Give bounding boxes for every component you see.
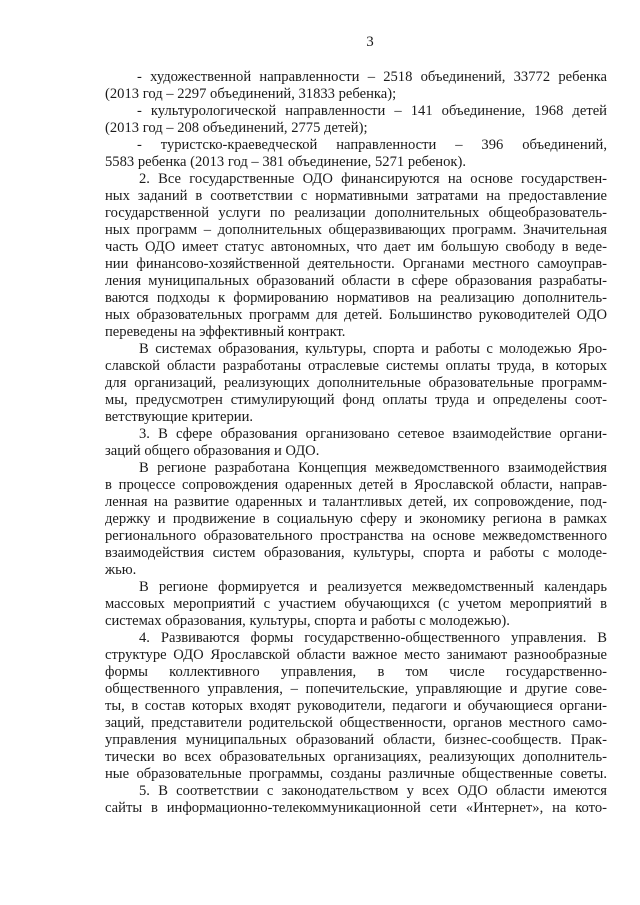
text-line: ных образовательных программ для детей. Большинство руководителей ОДО [105, 307, 607, 323]
text-line: - художественной направленности – 2518 объединений, 33772 ребенка [137, 69, 607, 85]
text-line: мы, предусмотрен стимулирующий фонд оплаты труда и определены соот- [105, 392, 607, 408]
text-line: для организаций, реализующих дополнительные образовательные программ- [105, 375, 607, 391]
text-line: - культурологической направленности – 141 объединение, 1968 детей [137, 103, 607, 119]
text-line: структуре ОДО Ярославской области важное место занимают разнообразные [105, 647, 607, 663]
text-line: ных программ – дополнительных общеразвивающих программ. Значительная [105, 222, 607, 238]
text-line: заций, представители родительской общественности, органов местного само- [105, 715, 607, 731]
text-line: ваются подходы к формированию нормативов на реализацию дополнитель- [105, 290, 607, 306]
text-line: славской области разработаны отраслевые системы оплаты труда, в которых [105, 358, 607, 374]
document-body [105, 69, 607, 817]
text-line: 3. В сфере образования организовано сетевое взаимодействие органи- [139, 426, 607, 442]
text-line: регионального образовательного пространства на основе межведомственного [105, 528, 607, 544]
text-line: держку и продвижение в социальную сферу и экономику региона в рамках [105, 511, 607, 527]
text-line: 5. В соответствии с законодательством у всех ОДО области имеются [139, 783, 607, 799]
text-line: ветствующие критерии. [105, 409, 254, 425]
text-line: формы коллективного управления, в том числе государственно- [105, 664, 607, 680]
text-line: общественного управления, – попечительские, управляющие и другие сове- [105, 681, 607, 697]
text-line: В регионе формируется и реализуется межведомственный календарь [139, 579, 607, 595]
text-line: ления муниципальных образований области в сфере образования разрабаты- [105, 273, 607, 289]
text-line: В регионе разработана Концепция межведомственного взаимодействия [139, 460, 607, 476]
text-line: в процессе сопровождения одаренных детей в Ярославской области, направ- [105, 477, 607, 493]
text-line: ты, в состав которых входят руководители, педагоги и обучающиеся органи- [105, 698, 607, 714]
text-line: системах образования, культуры, спорта и работы с молодежью). [105, 613, 510, 629]
text-line: сайты в информационно-телекоммуникационной сети «Интернет», на кото- [105, 800, 607, 816]
page-number: 3 [366, 34, 374, 50]
text-line: - туристско-краеведческой направленности – 396 объединений, [137, 137, 607, 153]
text-line: ные образовательные программы, созданы различные общественные советы. [105, 766, 607, 782]
text-line: взаимодействия систем образования, культуры, спорта и работы с молоде- [105, 545, 607, 561]
text-line: (2013 год – 2297 объединений, 31833 ребенка); [105, 86, 397, 102]
text-line: 4. Развиваются формы государственно-общественного управления. В [139, 630, 607, 646]
text-line: переведены на эффективный контракт. [105, 324, 346, 340]
text-line: (2013 год – 208 объединений, 2775 детей); [105, 120, 368, 136]
text-line: ленная на развитие одаренных и талантливых детей, их сопровождение, под- [105, 494, 607, 510]
text-line: массовых мероприятий с участием обучающихся (с учетом мероприятий в [105, 596, 607, 612]
text-line: часть ОДО имеет статус автономных, что дает им большую свободу в веде- [105, 239, 607, 255]
text-line: жью. [105, 562, 137, 578]
text-line: 2. Все государственные ОДО финансируются на основе государствен- [139, 171, 607, 187]
text-line: государственной услуги по реализации дополнительных общеобразователь- [105, 205, 607, 221]
text-line: 5583 ребенка (2013 год – 381 объединение, 5271 ребенок). [105, 154, 467, 170]
text-line: В системах образования, культуры, спорта и работы с молодежью Яро- [139, 341, 607, 357]
text-line: заций общего образования и ОДО. [105, 443, 320, 459]
text-line: управления муниципальных образований области, бизнес-сообществ. Прак- [105, 732, 607, 748]
text-line: ных заданий в соответствии с нормативными затратами на предоставление [105, 188, 607, 204]
text-line: нии финансово-хозяйственной деятельности. Органами местного самоуправ- [105, 256, 607, 272]
text-line: тически во всех образовательных организациях, реализующих дополнитель- [105, 749, 607, 765]
